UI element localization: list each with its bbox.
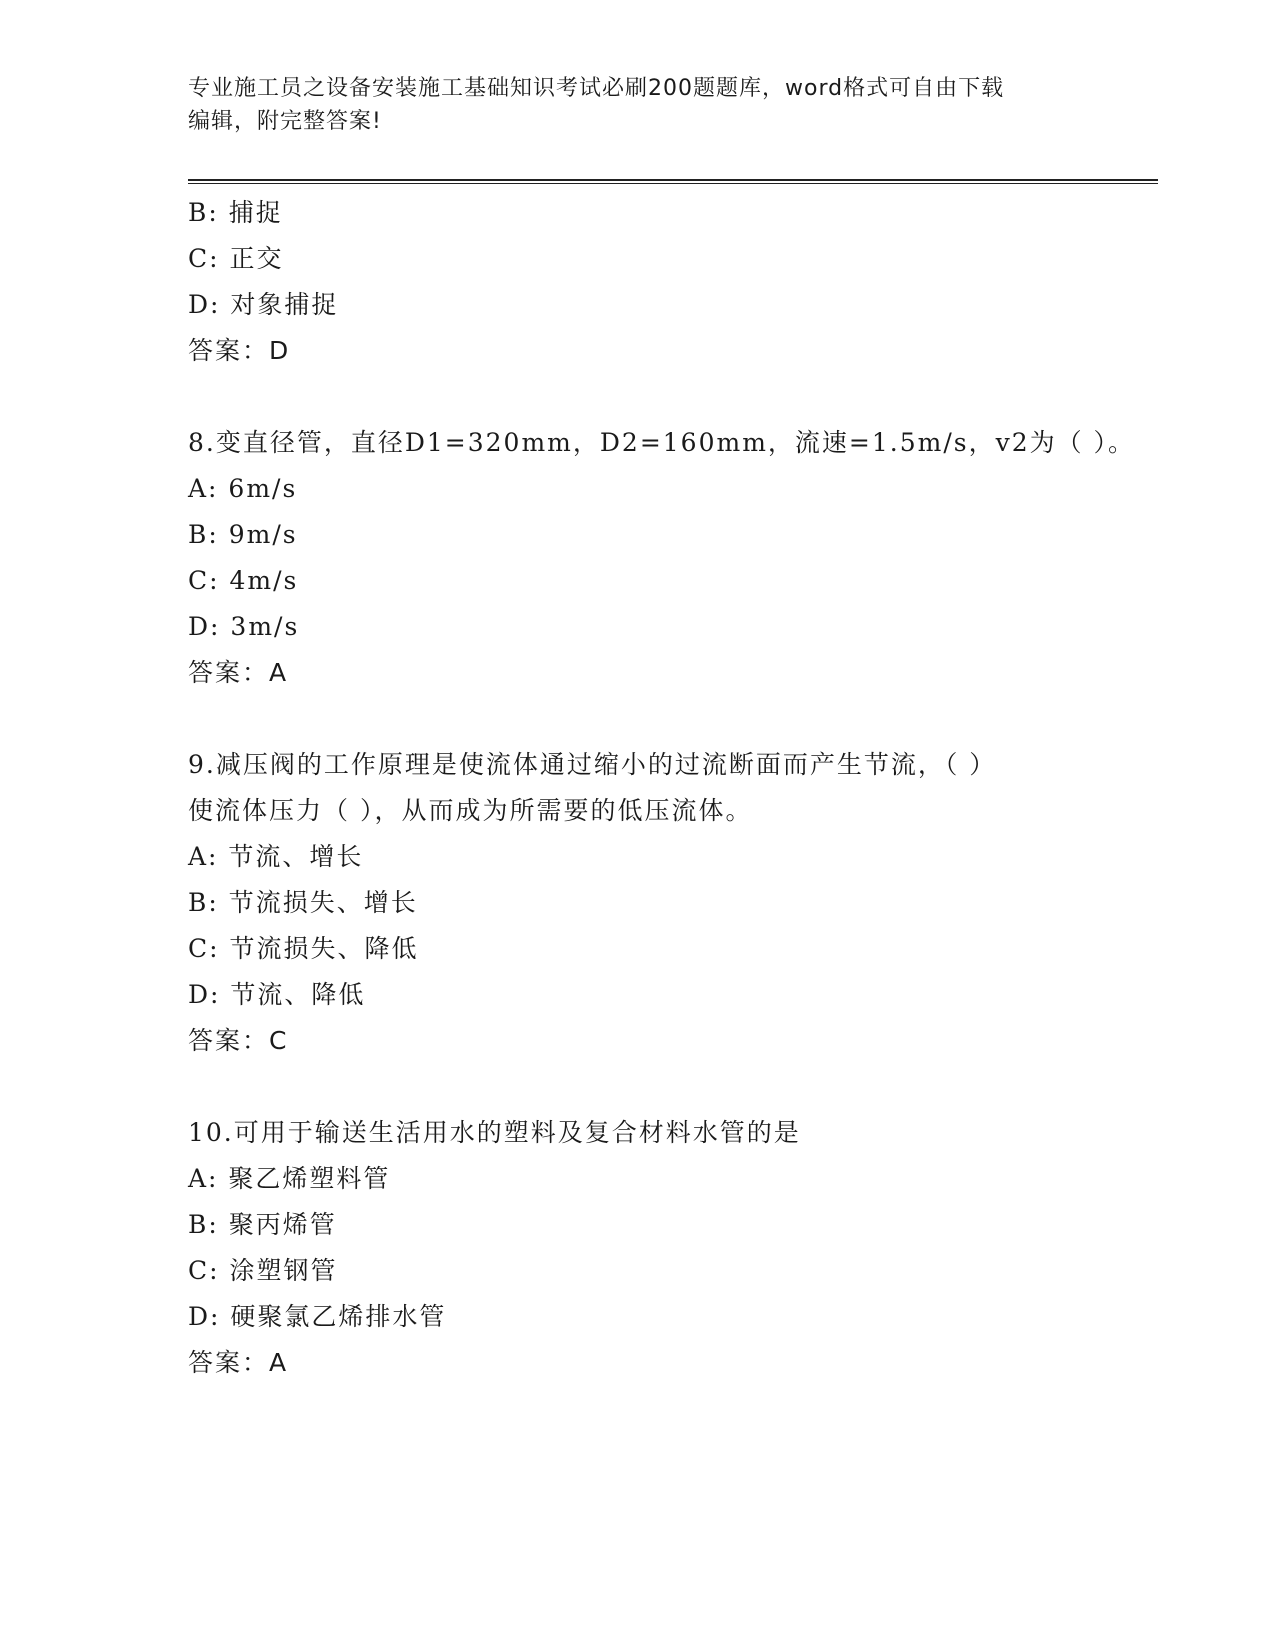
question-text-line-2: 使流体压力（ ），从而成为所需要的低压流体。	[188, 796, 753, 825]
question-8	[188, 420, 1148, 696]
option-d: D: 节流、降低	[188, 980, 366, 1009]
question-text: 8.变直径管，直径D1=320mm，D2=160mm，流速=1.5m/s，v2为（ ）。	[188, 428, 1136, 457]
question-7-tail	[188, 190, 1148, 374]
option-c: C: 涂塑钢管	[188, 1256, 338, 1285]
header-divider-thin	[188, 183, 1158, 184]
spacer	[188, 1064, 1148, 1110]
header-line-2: 编辑，附完整答案!	[188, 109, 382, 134]
option-b: B: 9m/s	[188, 520, 298, 549]
page-header	[188, 72, 1088, 138]
answer: 答案：C	[188, 1026, 289, 1055]
answer: 答案：A	[188, 1348, 289, 1377]
question-10	[188, 1110, 1148, 1386]
spacer	[188, 374, 1148, 420]
option-b: B: 聚丙烯管	[188, 1210, 337, 1239]
option-d: D: 3m/s	[188, 612, 300, 641]
option-a: A: 节流、增长	[188, 842, 364, 871]
option-b: B: 节流损失、增长	[188, 888, 418, 917]
option-d: D: 对象捕捉	[188, 290, 339, 319]
question-9	[188, 742, 1148, 1064]
option-c: C: 正交	[188, 244, 284, 273]
header-divider-thick	[188, 179, 1158, 181]
answer: 答案：A	[188, 658, 289, 687]
option-c: C: 4m/s	[188, 566, 299, 595]
spacer	[188, 696, 1148, 742]
question-list	[188, 190, 1148, 1386]
question-text-line-1: 9.减压阀的工作原理是使流体通过缩小的过流断面而产生节流，（ ）	[188, 750, 997, 779]
header-line-1: 专业施工员之设备安装施工基础知识考试必刷200题题库，word格式可自由下载	[188, 76, 1005, 101]
option-a: A: 6m/s	[188, 474, 298, 503]
option-c: C: 节流损失、降低	[188, 934, 419, 963]
option-d: D: 硬聚氯乙烯排水管	[188, 1302, 447, 1331]
option-a: A: 聚乙烯塑料管	[188, 1164, 391, 1193]
answer: 答案：D	[188, 336, 291, 365]
question-text: 10.可用于输送生活用水的塑料及复合材料水管的是	[188, 1118, 801, 1147]
option-b: B: 捕捉	[188, 198, 283, 227]
